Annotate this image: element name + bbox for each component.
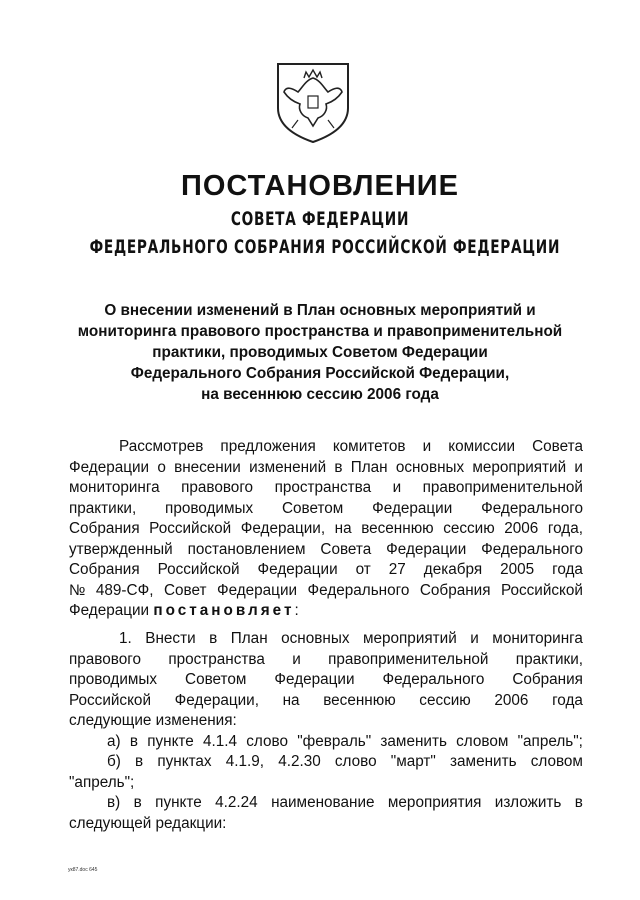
document-type-title: ПОСТАНОВЛЕНИЕ — [181, 170, 459, 202]
word: Совет — [163, 581, 207, 599]
word: Российской — [500, 581, 583, 599]
word: Совета — [532, 438, 583, 455]
word: пункте — [155, 794, 202, 811]
word: Федерации — [69, 458, 150, 476]
word: Российской — [157, 561, 240, 578]
word: проводимых — [165, 499, 254, 517]
body-line — [69, 670, 583, 691]
word: Федерации — [372, 499, 453, 517]
word: года, — [547, 520, 583, 537]
body-text: : — [294, 602, 299, 619]
word: Федерации — [257, 561, 338, 578]
word: наименование — [271, 794, 375, 811]
body-line — [69, 691, 583, 712]
word: изменений — [249, 458, 327, 476]
title-line: практики, проводимых Советом Федерации — [152, 344, 488, 361]
word: основных — [281, 630, 350, 647]
word: б) — [107, 753, 121, 770]
word: и — [422, 438, 432, 455]
word: и — [470, 630, 479, 647]
word: в — [135, 753, 144, 770]
word: 4.1.4 — [203, 732, 238, 750]
word: Рассмотрев — [119, 438, 204, 455]
word: "февраль" — [297, 732, 372, 750]
word: утвержденный — [69, 540, 173, 558]
word: мероприятия — [387, 794, 482, 811]
word: 2005 — [500, 561, 535, 578]
word: слово — [334, 753, 377, 770]
word: слово — [246, 732, 288, 750]
word: практики, — [515, 650, 583, 668]
file-mark: ук87.doc 645 — [68, 867, 98, 873]
word: Федерации, — [240, 520, 326, 537]
title-line: на весеннюю сессию 2006 года — [201, 386, 439, 403]
word: словом — [456, 732, 509, 750]
word: Собрания — [419, 581, 491, 599]
word: Собрания — [69, 561, 140, 578]
word: в — [209, 630, 218, 647]
word: правоприменительной — [328, 650, 489, 668]
word: 4.1.9, — [225, 753, 265, 770]
word: в — [574, 794, 583, 811]
word: Федерального — [481, 499, 583, 517]
word: пункте — [147, 732, 194, 750]
word: мониторинга — [492, 630, 583, 647]
word: мероприятий — [472, 458, 567, 476]
word: проводимых — [69, 671, 158, 688]
word: года — [552, 691, 583, 709]
word: на — [282, 691, 300, 709]
body-line — [69, 650, 583, 671]
body-line — [69, 499, 583, 520]
word: пространства — [168, 650, 265, 668]
body-text: Федерации — [69, 602, 154, 619]
word: и — [292, 650, 301, 668]
word: весеннюю — [361, 520, 434, 537]
word: заменить — [450, 753, 517, 770]
word: от — [355, 561, 371, 578]
word: и — [392, 479, 402, 496]
word: правоприменительной — [422, 479, 583, 496]
amendment-item-a — [69, 732, 583, 753]
body-line: следующие изменения: — [69, 712, 237, 729]
word: Собрания — [512, 671, 583, 688]
word: 4.2.24 — [215, 794, 258, 811]
body-line — [69, 581, 583, 602]
word: мониторинга — [69, 479, 160, 496]
title-line: Федерального Собрания Российской Федерации, — [130, 365, 510, 382]
word: 4.2.30 — [278, 753, 321, 770]
issuer-line-2: ФЕДЕРАЛЬНОГО СОБРАНИЯ РОССИЙСКОЙ ФЕДЕРАЦИИ — [89, 236, 561, 258]
word: мероприятий — [362, 630, 457, 647]
word: весеннюю — [323, 691, 396, 709]
preamble-paragraph — [69, 437, 583, 622]
word: правового — [69, 650, 141, 668]
word: правового — [181, 479, 254, 496]
word: План — [350, 458, 388, 476]
word: внесении — [174, 458, 241, 476]
word: основных — [395, 458, 465, 476]
word: Собрания — [69, 520, 140, 537]
word: сессию — [443, 520, 495, 537]
word: Советом — [281, 499, 344, 517]
body-line — [69, 437, 583, 458]
body-line — [69, 601, 583, 622]
word: пунктах — [157, 753, 212, 770]
word: Федерального — [481, 540, 583, 558]
word: 27 — [388, 561, 406, 578]
body-line — [69, 629, 583, 650]
word: и — [574, 458, 583, 476]
word: изложить — [494, 794, 562, 811]
document-title — [60, 300, 580, 405]
amendment-item-c — [69, 793, 583, 814]
amendment-item-b — [69, 752, 583, 773]
word: декабря — [423, 561, 483, 578]
word: Федерации — [386, 540, 467, 558]
word: Федерации — [274, 671, 355, 688]
word: комиссии — [448, 438, 516, 455]
coat-of-arms-icon — [268, 58, 358, 144]
word: пространства — [274, 479, 372, 496]
word: Советом — [185, 671, 247, 688]
word: о — [157, 458, 166, 476]
word: Федерального — [307, 581, 410, 599]
resolves-word: постановляет — [153, 602, 295, 619]
body-line — [69, 458, 583, 479]
word: 1. — [119, 630, 132, 647]
body-line — [69, 519, 583, 540]
word: 2006 — [494, 691, 529, 709]
title-line: мониторинга правового пространства и правоприменительной — [77, 323, 563, 340]
body-line: "апрель"; — [69, 773, 135, 791]
resolution-paragraph — [69, 629, 583, 834]
issuer-line-1: СОВЕТА ФЕДЕРАЦИИ — [230, 208, 410, 230]
word: практики, — [69, 499, 137, 517]
word: "март" — [390, 753, 436, 770]
word: в — [334, 458, 343, 476]
word: План — [230, 630, 268, 647]
word: Федерации — [216, 581, 298, 599]
word: Совета — [320, 540, 372, 558]
word: в — [133, 794, 142, 811]
body-line — [69, 540, 583, 561]
body-line: следующей редакции: — [69, 814, 227, 832]
word: комитетов — [332, 438, 406, 455]
word: Внести — [145, 630, 196, 647]
word: № — [69, 581, 86, 599]
word: на — [334, 520, 352, 537]
word: "апрель"; — [517, 732, 583, 750]
word: года — [552, 561, 583, 578]
word: в — [129, 732, 138, 750]
word: Российской — [69, 691, 151, 709]
word: Федерации, — [174, 691, 259, 709]
word: Федерального — [382, 671, 485, 688]
word: словом — [530, 753, 583, 770]
body-line — [69, 478, 583, 499]
word: постановлением — [187, 540, 306, 558]
word: предложения — [220, 438, 316, 455]
word: сессию — [419, 691, 471, 709]
word: в) — [107, 794, 121, 811]
word: заменить — [380, 732, 447, 750]
body-line — [69, 560, 583, 581]
word: 2006 — [504, 520, 539, 537]
word: Российской — [149, 520, 232, 537]
word: а) — [107, 732, 121, 750]
title-line: О внесении изменений в План основных мероприятий и — [104, 302, 536, 319]
word: 489-СФ, — [95, 581, 154, 599]
